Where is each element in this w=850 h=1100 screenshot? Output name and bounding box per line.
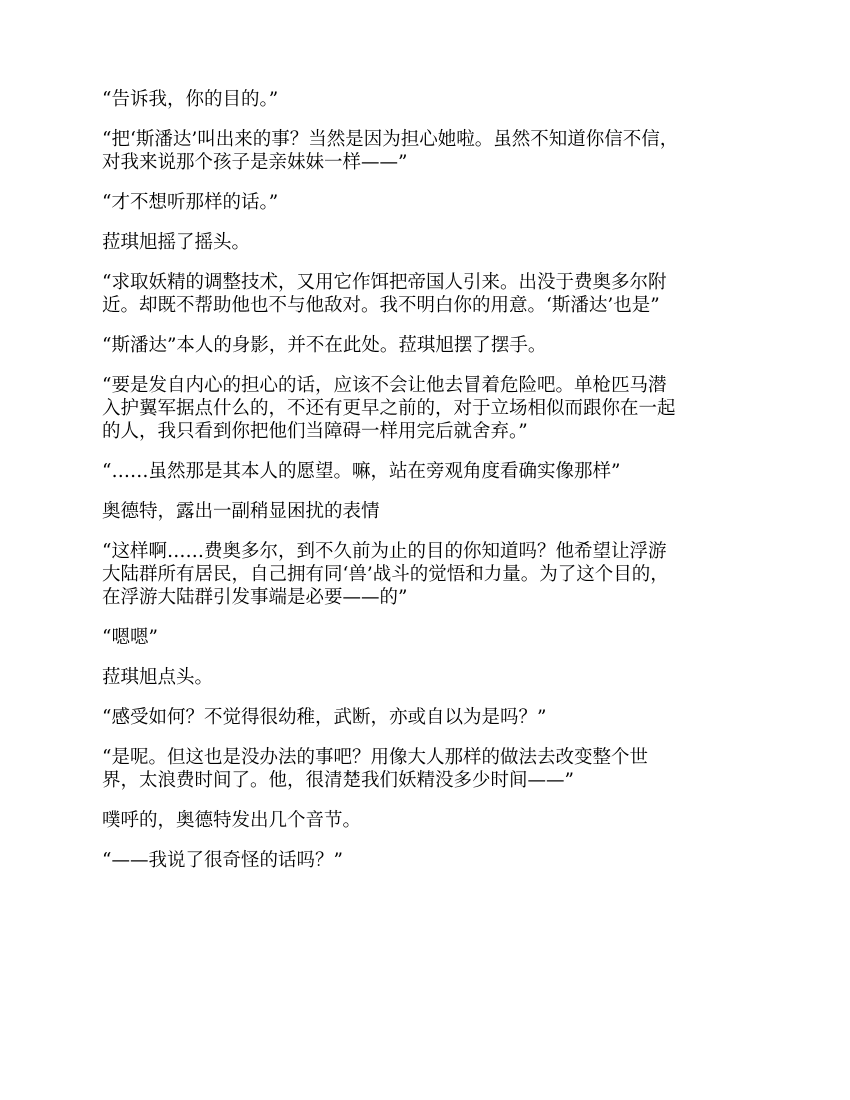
paragraph: “告诉我，你的目的。” xyxy=(102,89,279,110)
paragraph: 噗呼的，奥德特发出几个音节。 xyxy=(102,810,362,831)
paragraph: “斯潘达”本人的身影，并不在此处。菈琪旭摆了摆手。 xyxy=(102,335,547,356)
paragraph: 奥德特，露出一副稍显困扰的表情 xyxy=(102,501,380,522)
paragraph: 菈琪旭点头。 xyxy=(102,667,214,688)
paragraph: “把‘斯潘达’叫出来的事？当然是因为担心她啦。虽然不知道你信不信， 对我来说那个孩子是亲妹妹一样——” xyxy=(102,129,679,173)
paragraph: “感受如何？不觉得很幼稚，武断，亦或自以为是吗？” xyxy=(102,707,547,728)
paragraph: “……虽然那是其本人的愿望。嘛，站在旁观角度看确实像那样” xyxy=(102,461,621,482)
paragraph: “才不想听那样的话。” xyxy=(102,192,279,213)
paragraph: “求取妖精的调整技术，又用它作饵把帝国人引来。出没于费奥多尔附 近。却既不帮助他也不与他敌对。我不明白你的用意。‘斯潘达’也是” xyxy=(102,272,667,316)
paragraph: “要是发自内心的担心的话，应该不会让他去冒着危险吧。单枪匹马潜 入护翼军据点什么的，不还有更早之前的，对于立场相似而跟你在一起 的人，我只看到你把他们当障碍一样用完后就舍弃。” xyxy=(102,375,676,442)
paragraph: “——我说了很奇怪的话吗？” xyxy=(102,850,343,871)
paragraph: “嗯嗯” xyxy=(102,627,158,648)
paragraph: 菈琪旭摇了摇头。 xyxy=(102,232,251,253)
paragraph: “是呢。但这也是没办法的事吧？用像大人那样的做法去改变整个世 界，太浪费时间了。他，很清楚我们妖精没多少时间——” xyxy=(102,747,648,791)
paragraph: “这样啊……费奥多尔，到不久前为止的目的你知道吗？他希望让浮游 大陆群所有居民，自己拥有同‘兽’战斗的觉悟和力量。为了这个目的， 在浮游大陆群引发事端是必要——的” xyxy=(102,541,669,608)
document-body xyxy=(102,88,754,889)
